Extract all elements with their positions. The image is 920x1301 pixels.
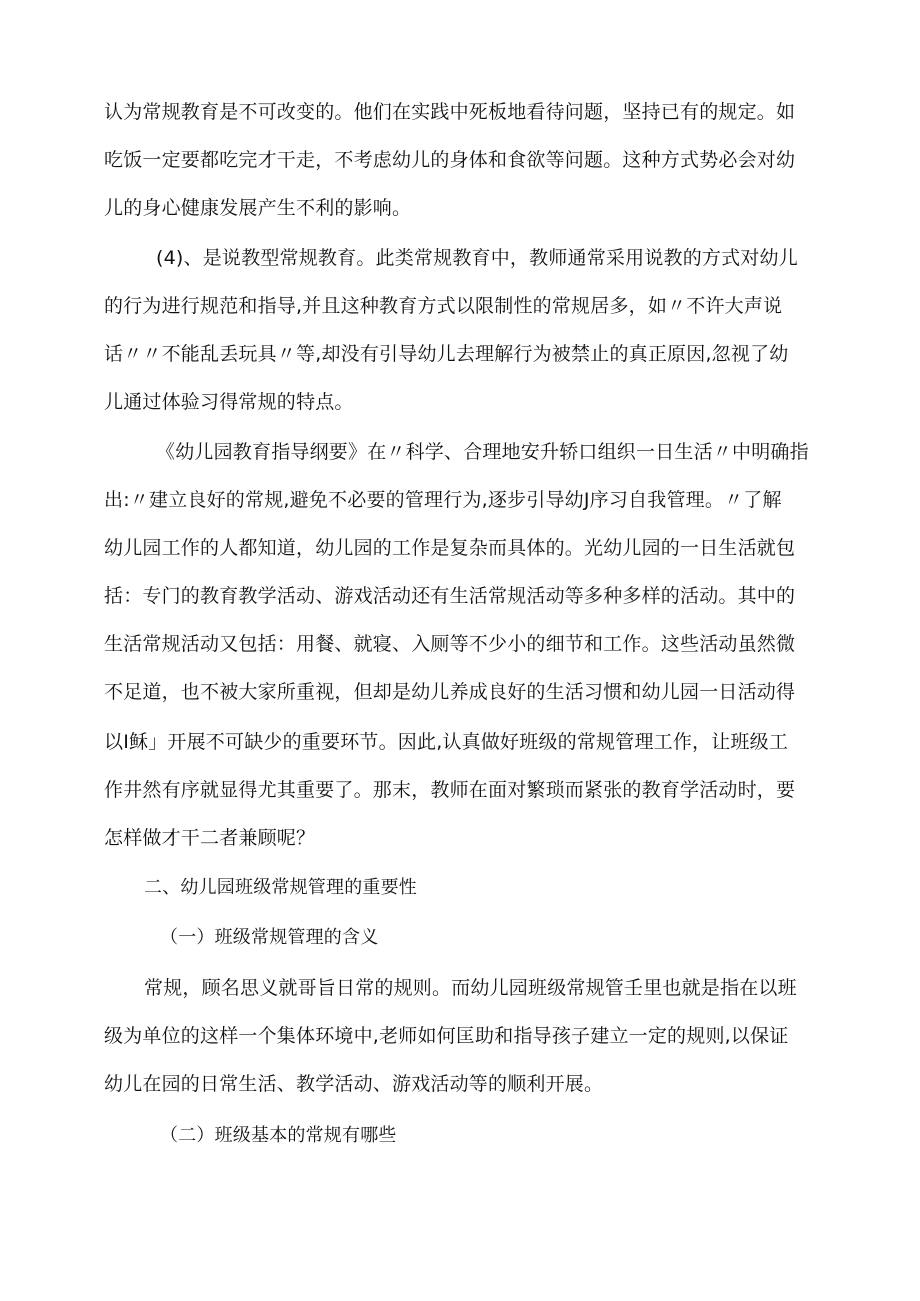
subheading-2: （二）班级基本的常规有哪些 (160, 1125, 397, 1146)
paragraph-line: 话〃〃不能乱丢玩具〃等,却没有引导幼儿去理解行为被禁止的真正原因,忽视了幼 (104, 343, 789, 365)
paragraph-line: 括：专门的教育教学活动、游戏活动还有生活常规活动等多种多样的活动。其中的 (104, 585, 796, 607)
paragraph-line: 以I稣」开展不可缺少的重要环节。因此,认真做好班级的常规管理工作，让班级工 (104, 731, 789, 753)
paragraph-line: 认为常规教育是不可改变的。他们在实践中死板地看待问题，坚持已有的规定。如 (104, 101, 796, 123)
paragraph-line: 幼儿在园的日常生活、教学活动、游戏活动等的顺利开展。 (104, 1073, 604, 1095)
paragraph-line: 不足道，也不被大家所重视，但却是幼儿养成良好的生活习惯和幼儿园一日活动得 (104, 681, 796, 703)
subheading-1: （一）班级常规管理的含义 (160, 927, 379, 948)
paragraph-line: 儿的身心健康发展产生不利的影响。 (104, 197, 412, 219)
paragraph-line: (4)、是说教型常规教育。此类常规教育中，教师通常采用说教的方式对幼儿 (156, 247, 798, 269)
paragraph-line: 吃饭一定要都吃完才干走，不考虑幼儿的身体和食欲等问题。这种方式势必会对幼 (104, 149, 796, 171)
paragraph-line: 《幼儿园教育指导纲要》在〃科学、合理地安升轿口组织一日生活〃中明确指 (156, 441, 809, 463)
paragraph-line: 出:〃建立良好的常规,避免不必要的管理行为,逐步引导幼J序习自我管理。〃了解 (104, 489, 782, 511)
paragraph-line: 的行为进行规范和指导,并且这种教育方式以限制性的常规居多，如〃不许大声说 (104, 295, 783, 317)
paragraph-line: 儿通过体验习得常规的特点。 (104, 391, 354, 413)
paragraph-line: 幼儿园工作的人都知道，幼儿园的工作是复杂而具体的。光幼儿园的一日生活就包 (104, 537, 796, 559)
paragraph-line: 怎样做才干二者兼顾呢？ (104, 827, 316, 849)
paragraph-line: 作井然有序就显得尤其重要了。那末，教师在面对繁琐而紧张的教育学活动时，要 (104, 779, 796, 801)
paragraph-line: 生活常规活动又包括：用餐、就寝、入厕等不少小的细节和工作。这些活动虽然微 (104, 633, 796, 655)
paragraph-line: 级为单位的这样一个集体环境中,老师如何匡助和指导孩子建立一定的规则,以保证 (104, 1025, 789, 1047)
paragraph-line: 常规，顾名思义就哥旨日常的规则。而幼儿园班级常规管壬里也就是指在以班 (144, 977, 797, 999)
section-heading: 二、幼儿园班级常规管理的重要性 (144, 877, 417, 898)
